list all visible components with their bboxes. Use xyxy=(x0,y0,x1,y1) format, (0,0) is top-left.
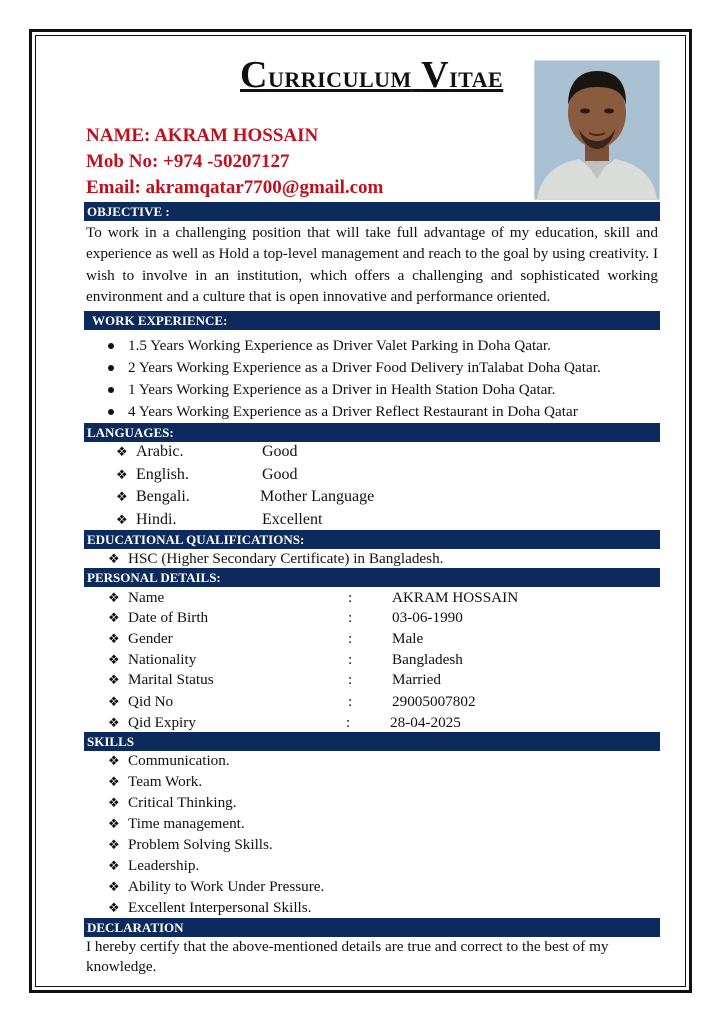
section-heading-objective: OBJECTIVE : xyxy=(84,202,660,221)
language-item: ❖ Arabic. Good xyxy=(116,443,298,460)
title-part-1: URRICULUM xyxy=(267,67,412,92)
diamond-bullet-icon: ❖ xyxy=(108,795,120,810)
diamond-bullet-icon: ❖ xyxy=(108,774,120,789)
diamond-bullet-icon: ❖ xyxy=(108,590,120,605)
section-heading-personal-details: PERSONAL DETAILS: xyxy=(84,568,660,587)
skill-item: ❖ Excellent Interpersonal Skills. xyxy=(108,899,312,916)
skill-item: ❖ Critical Thinking. xyxy=(108,794,237,811)
diamond-bullet-icon: ❖ xyxy=(108,610,120,625)
section-heading-declaration: DECLARATION xyxy=(84,918,660,937)
diamond-bullet-icon: ❖ xyxy=(108,672,120,687)
diamond-bullet-icon: ❖ xyxy=(108,753,120,768)
diamond-bullet-icon: ❖ xyxy=(108,837,120,852)
skill-item: ❖ Leadership. xyxy=(108,857,200,874)
diamond-bullet-icon: ❖ xyxy=(116,467,128,482)
diamond-bullet-icon: ❖ xyxy=(116,489,128,504)
education-item: ❖ HSC (Higher Secondary Certificate) in Bangladesh. xyxy=(108,550,444,567)
title-initial-2: V xyxy=(421,54,450,96)
profile-photo xyxy=(534,60,660,200)
declaration-text: I hereby certify that the above-mentioned details are true and correct to the best of my knowledge. xyxy=(86,938,609,975)
diamond-bullet-icon: ❖ xyxy=(108,715,120,730)
diamond-bullet-icon: ❖ xyxy=(108,652,120,667)
bullet-dot-icon xyxy=(108,409,114,415)
diamond-bullet-icon: ❖ xyxy=(108,694,120,709)
title-initial-1: C xyxy=(240,54,268,96)
section-heading-work-experience: WORK EXPERIENCE: xyxy=(84,311,660,330)
bullet-dot-icon xyxy=(108,343,114,349)
diamond-bullet-icon: ❖ xyxy=(108,900,120,915)
skill-item: ❖ Time management. xyxy=(108,815,245,832)
contact-email[interactable]: Email: akramqatar7700@gmail.com xyxy=(86,177,384,198)
skill-item: ❖ Problem Solving Skills. xyxy=(108,836,273,853)
language-item: ❖ Hindi. Excellent xyxy=(116,511,323,528)
work-item: 1 Years Working Experience as a Driver in Health Station Doha Qatar. xyxy=(108,380,555,400)
skill-item: ❖ Communication. xyxy=(108,752,230,769)
work-item: 2 Years Working Experience as a Driver Food Delivery inTalabat Doha Qatar. xyxy=(108,358,601,378)
bullet-dot-icon xyxy=(108,387,114,393)
document-title xyxy=(240,52,503,103)
contact-name: NAME: AKRAM HOSSAIN xyxy=(86,125,319,146)
diamond-bullet-icon: ❖ xyxy=(108,631,120,646)
diamond-bullet-icon: ❖ xyxy=(108,879,120,894)
bullet-dot-icon xyxy=(108,365,114,371)
skill-item: ❖ Team Work. xyxy=(108,773,203,790)
section-heading-languages: LANGUAGES: xyxy=(84,423,660,442)
work-item: 1.5 Years Working Experience as Driver Valet Parking in Doha Qatar. xyxy=(108,336,551,356)
section-heading-education: EDUCATIONAL QUALIFICATIONS: xyxy=(84,530,660,549)
diamond-bullet-icon: ❖ xyxy=(116,444,128,459)
diamond-bullet-icon: ❖ xyxy=(116,512,128,527)
section-heading-skills: SKILLS xyxy=(84,732,660,751)
diamond-bullet-icon: ❖ xyxy=(108,551,120,566)
title-part-2: ITAE xyxy=(449,67,504,92)
objective-text: To work in a challenging position that will take full advantage of my education, skill and experience as well as Hold a top-level management and reach to the goal by using creativity. I wish to involve in an institution, which offers a challenging and sophisticated working environment and a culture that is open innovative and performance oriented. xyxy=(86,224,658,306)
work-item: 4 Years Working Experience as a Driver Reflect Restaurant in Doha Qatar xyxy=(108,402,578,422)
diamond-bullet-icon: ❖ xyxy=(108,816,120,831)
contact-mobile: Mob No: +974 -50207127 xyxy=(86,151,290,172)
language-item: ❖ English. Good xyxy=(116,466,298,483)
diamond-bullet-icon: ❖ xyxy=(108,858,120,873)
skill-item: ❖ Ability to Work Under Pressure. xyxy=(108,878,325,895)
language-item: ❖ Bengali. Mother Language xyxy=(116,488,375,505)
